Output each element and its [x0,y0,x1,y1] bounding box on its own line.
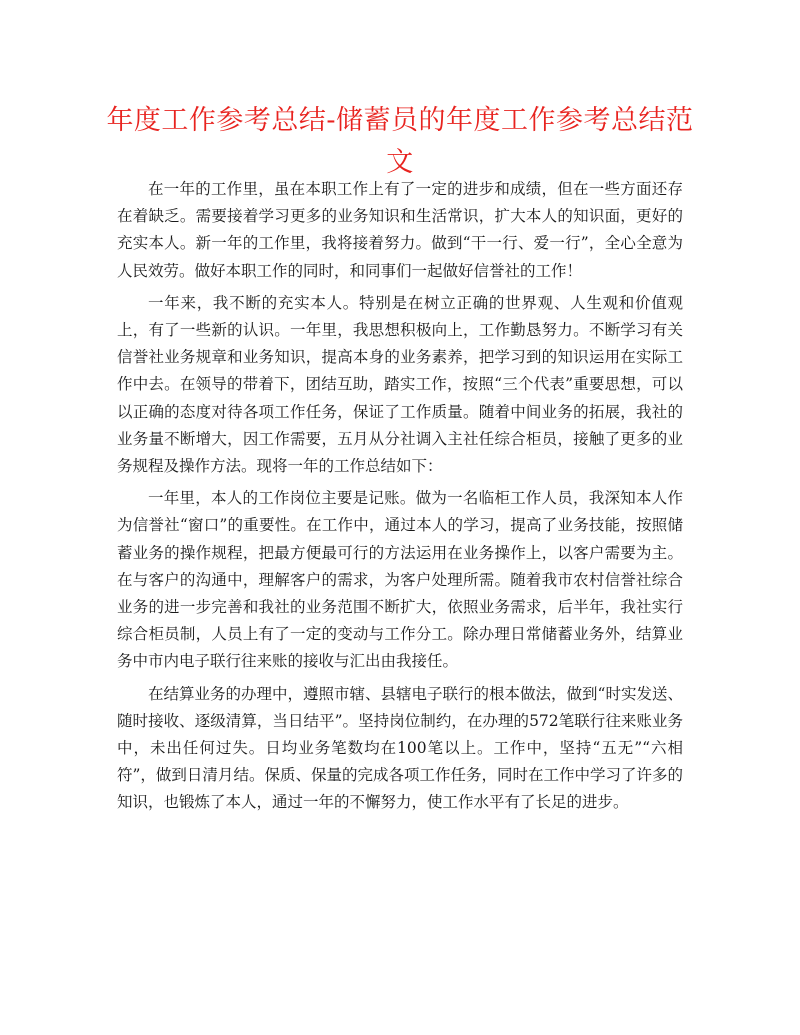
document-body [117,176,683,822]
paragraph-3: 一年里，本人的工作岗位主要是记账。做为一名临柜工作人员，我深知本人作为信誉社“窗口”的重要性。在工作中，通过本人的学习，提高了业务技能，按照储蓄业务的操作规程，把最方便最可行的方法运用在业务操作上，以客户需要为主。在与客户的沟通中，理解客户的需求，为客户处理所需。随着我市农村信誉社综合业务的进一步完善和我社的业务范围不断扩大，依照业务需求，后半年，我社实行综合柜员制，人员上有了一定的变动与工作分工。除办理日常储蓄业务外，结算业务中市内电子联行往来账的接收与汇出由我接任。 [117,489,683,671]
document-title: 年度工作参考总结-储蓄员的年度工作参考总结范文 [106,105,694,178]
paragraph-1: 在一年的工作里，虽在本职工作上有了一定的进步和成绩，但在一些方面还存在着缺乏。需要接着学习更多的业务知识和生活常识，扩大本人的知识面，更好的充实本人。新一年的工作里，我将接着努力。做到“干一行、爱一行”，全心全意为人民效劳。做好本职工作的同时，和同事们一起做好信誉社的工作！ [117,180,683,280]
paragraph-2: 一年来，我不断的充实本人。特别是在树立正确的世界观、人生观和价值观上，有了一些新的认识。一年里，我思想积极向上，工作勤恳努力。不断学习有关信誉社业务规章和业务知识，提高本身的业务素养，把学习到的知识运用在实际工作中去。在领导的带着下，团结互助，踏实工作，按照“三个代表”重要思想，可以以正确的态度对待各项工作任务，保证了工作质量。随着中间业务的拓展，我社的业务量不断增大，因工作需要，五月从分社调入主社任综合柜员，接触了更多的业务规程及操作方法。现将一年的工作总结如下： [117,293,683,476]
paragraph-4: 在结算业务的办理中，遵照市辖、县辖电子联行的根本做法，做到“时实发送、随时接收、逐级清算，当日结平”。坚持岗位制约，在办理的572笔联行往来账业务中，未出任何过失。日均业务笔数均在100笔以上。工作中，坚持“五无”“六相符”，做到日清月结。保质、保量的完成各项工作任务，同时在工作中学习了许多的知识，也锻炼了本人，通过一年的不懈努力，使工作水平有了长足的进步。 [117,684,683,812]
